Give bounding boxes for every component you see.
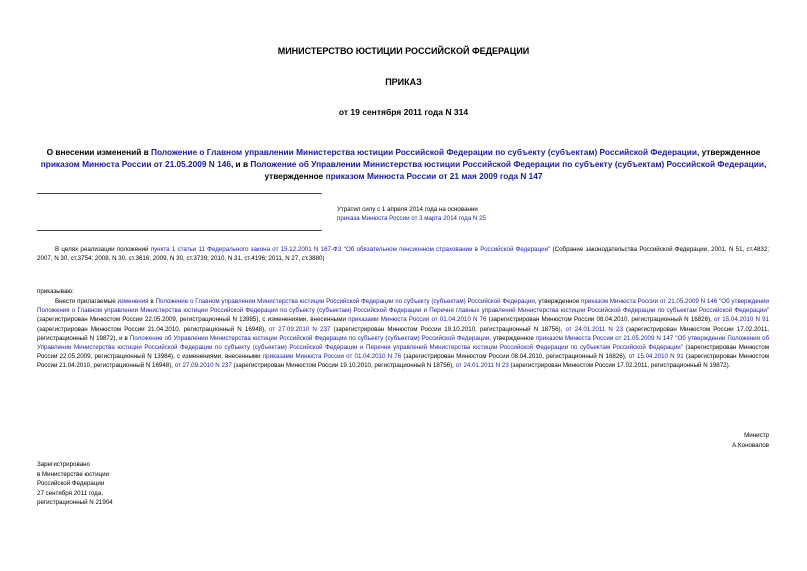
para-text: (зарегистрирован Минюстом России 19.10.2010, регистрационный N 18756), [330,325,566,333]
divider [37,193,322,194]
signature-block [732,431,769,450]
para-text: (Собрание законодательства Российской Федерации, 2001, N 51, ст.4832; 2007, N 30, ст.3754; 2008, N 30, ст.3616; 2009, N 30, ст.3739; 2010, N 31, ст.4196; 2011, N 27, ст.3880) [37,246,769,263]
lost-force-link[interactable]: приказа Минюста России от 3 марта 2014 года N 25 [337,215,486,222]
order-76-link-2[interactable]: приказами Минюста России от 01.04.2010 N 76 [262,353,402,361]
title-link-order-146[interactable]: приказом Минюста России от 21.05.2009 N 146 [40,159,231,169]
law-167-link[interactable]: пункта 1 статьи 11 Федерального закона от 15.12.2001 N 167-ФЗ "Об обязательном пенсионном страховании в Российской Федерации" [150,246,551,253]
changes-link[interactable]: изменения [117,298,149,305]
order-146-title-link[interactable]: "Об утверждении Положения о Главном управлении Министерства юстиции Российской Федерации по субъекту (субъектам) Российской Федерации и Перечня главных управлений Министерства юстиции Российской Федерации по субъектам Российской Федерации" [37,298,769,315]
para-text: В целях реализации положений [55,246,151,253]
para-text: (зарегистрирован Минюстом России 08.04.2010, регистрационный N 16826), [486,316,714,324]
registration-block [37,460,113,508]
order-76-link[interactable]: приказами Минюста России от 01.04.2010 N 76 [348,316,487,324]
signature-name: А.Коновалов [732,441,769,449]
title-text: , и в [230,159,251,169]
para-text: в [148,298,156,305]
lost-force-note [337,205,637,223]
paragraph-main [37,297,769,371]
title-text: , утвержденное [696,147,761,157]
para-text: , утвержденное [489,334,536,342]
para-text: (зарегистрирован Минюстом России 21.04.2010, регистрационный N 16948), [37,353,769,370]
order-147-title-link[interactable]: "Об утверждении Положения об Управлении Министерства юстиции Российской Федерации по субъекту (субъектам) Российской Федерации и Перечня управлений Министерства юстиции Российской Федерации по субъектам Российской Федерации" [37,334,769,352]
para-text: (зарегистрирован Минюстом России 22.05.2009, регистрационный N 13984), с изменениями, внесенными [37,344,769,361]
divider [37,230,322,231]
para-text: Внести прилагаемые [55,298,118,305]
title-text: О внесении изменений в [46,147,152,157]
title-text: , утвержденное [264,159,767,181]
registration-line: 27 сентября 2011 года, [37,489,103,497]
doc-type-heading: ПРИКАЗ [385,77,422,87]
order-147-link[interactable]: приказом Минюста России от 21.05.2009 N 147 [535,334,674,342]
para-text: (зарегистрирован Минюстом России 19.10.2010, регистрационный N 18756), [231,362,456,370]
order-237-link[interactable]: от 27.09.2010 N 237 [269,325,331,333]
title-link-order-147[interactable]: приказом Минюста России от 21 мая 2009 года N 147 [325,171,543,181]
paragraph-preamble [37,245,769,263]
order-146-link[interactable]: приказом Минюста России от 21.05.2009 N 146 [581,298,718,305]
order-237-link-2[interactable]: от 27.09.2010 N 237 [174,362,232,370]
para-text: (зарегистрирован Минюстом России 21.04.2010, регистрационный N 16948), [37,325,270,333]
registration-line: в Министерстве юстиции [37,470,110,478]
para-text: (зарегистрирован Минюстом России 17.02.2011, регистрационный N 19872). [508,362,731,370]
order-91-link-2[interactable]: от 15.04.2010 N 91 [628,353,684,361]
para-text: , утвержденное [534,298,582,305]
order-91-link[interactable]: от 15.04.2010 N 91 [713,316,769,324]
para-text: (зарегистрирован Минюстом России 22.05.2009, регистрационный N 13985), с изменениями, внесенными [37,316,349,324]
regulation-main-link[interactable]: Положение о Главном управлении Министерства юстиции Российской Федерации по субъекту (субъектам) Российской Федерации [155,298,535,305]
regulation-office-link[interactable]: Положение об Управлении Министерства юстиции Российской Федерации по субъекту (субъектам) Российской Федерации [129,334,490,342]
title-link-regulation-main[interactable]: Положение о Главном управлении Министерства юстиции Российской Федерации по субъекту (субъектам) Российской Федерации [151,147,697,157]
document-title [40,146,767,182]
signature-position: Министр [744,432,769,439]
ministry-heading: МИНИСТЕРСТВО ЮСТИЦИИ РОССИЙСКОЙ ФЕДЕРАЦИИ [277,46,530,56]
registration-line: регистрационный N 21904 [37,499,113,506]
para-text: (зарегистрирован Минюстом России 17.02.2011, регистрационный N 19872), и в [37,325,769,342]
lost-force-text: Утратил силу с 1 апреля 2014 года на основании [337,206,478,213]
date-number-heading: от 19 сентября 2011 года N 314 [338,107,469,117]
paragraph-order-word: приказываю: [37,288,74,295]
title-link-regulation-office[interactable]: Положение об Управлении Министерства юстиции Российской Федерации по субъекту (субъектам) Российской Федерации [250,159,764,169]
order-23-link-2[interactable]: от 24.01.2011 N 23 [455,362,509,370]
para-text: (зарегистрирован Минюстом России 08.04.2010, регистрационный N 16826), [401,353,629,361]
registration-line: Российской Федерации [37,480,105,487]
registration-line: Зарегистрировано [37,461,90,468]
order-23-link[interactable]: от 24.01.2011 N 23 [565,325,623,333]
